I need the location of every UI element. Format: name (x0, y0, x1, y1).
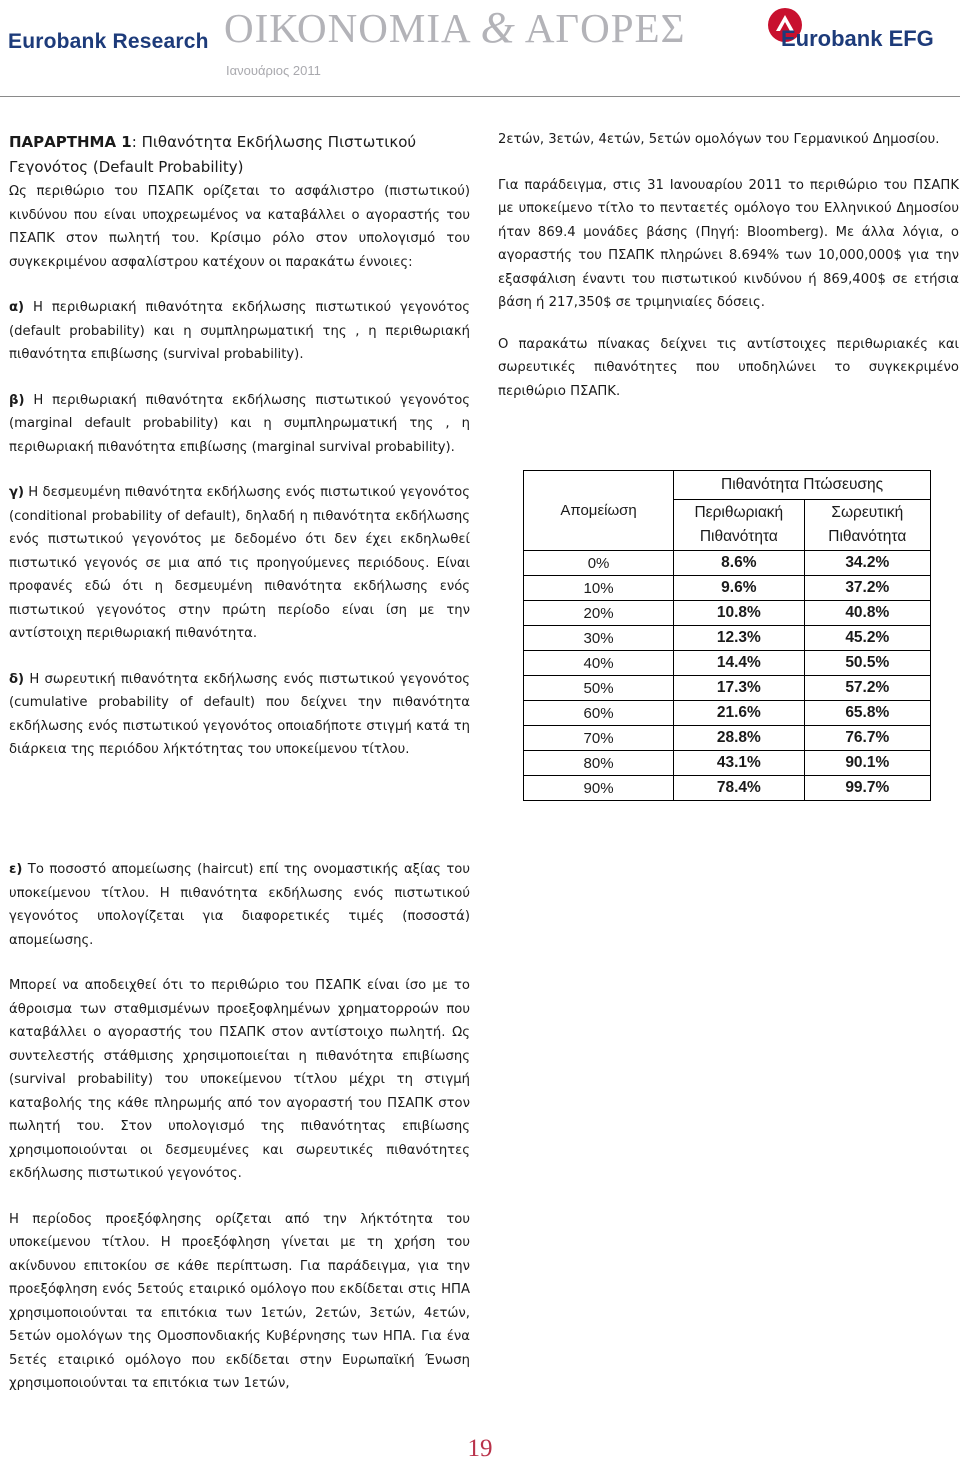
section-title-text: : Πιθανότητα Εκδήλωσης Πιστωτικού Γεγονότος (Default Probability) (9, 133, 417, 176)
item-b-label: β) (9, 392, 25, 408)
paragraph-table-intro: Ο παρακάτω πίνακας δείχνει τις αντίστοιχες περιθωριακές και σωρευτικές πιθανότητες που υποδηλώνει το συγκεκριμένο περιθώριο ΠΣΑΠΚ. (498, 336, 959, 399)
header-marginal-l2: Πιθανότητα (699, 528, 778, 545)
item-e-label: ε) (9, 862, 23, 877)
brand-eurobank-efg: Eurobank EFG (781, 26, 934, 51)
item-d (9, 668, 470, 762)
header-cumulative (804, 500, 930, 551)
table-row (524, 601, 931, 626)
table-row (524, 651, 931, 676)
masthead-part1: ΟΙΚΟΝΟΜΙΑ (224, 5, 481, 51)
cell-haircut: 20% (524, 601, 674, 626)
cell-haircut: 80% (524, 751, 674, 776)
cell-marginal: 78.4% (674, 776, 804, 801)
cell-marginal: 10.8% (674, 601, 804, 626)
cell-cumulative: 37.2% (804, 576, 930, 601)
header-cumulative-l1: Σωρευτική (831, 504, 904, 521)
header-group: Πιθανότητα Πτώσευσης (674, 471, 931, 500)
cell-haircut: 70% (524, 726, 674, 751)
item-e (9, 858, 470, 952)
cell-marginal: 17.3% (674, 676, 804, 701)
cell-cumulative: 65.8% (804, 701, 930, 726)
table-row (524, 576, 931, 601)
masthead-ampersand: & (480, 3, 516, 52)
cell-cumulative: 40.8% (804, 601, 930, 626)
paragraph-weighting: Μπορεί να αποδειχθεί ότι το περιθώριο του ΠΣΑΠΚ είναι ίσο με το άθροισμα των σταθμισμένων προεξοφλημένων χρηματορροών που καταβάλλει ο αγοραστής του ΠΣΑΠΚ στον αντίστοιχο πωλητή. Ως συντελεστής στάθμισης χρησιμοποιείται η πιθανότητα επιβίωσης (survival probability) του υποκείμενου τίτλου μέχρι τη στιγμή καταβολής της κάθε πληρωμής από τον αγοραστή του ΠΣΑΠΚ στον πωλητή του. Στον υπολογισμό της πιθανότητας επιβίωσης χρησιμοποιούνται οι δεσμευμένες και σωρευτικές πιθανότητες εκδήλωσης πιστωτικού γεγονότος. (9, 978, 470, 1181)
cell-marginal: 12.3% (674, 626, 804, 651)
item-d-text: Η σωρευτική πιθανότητα εκδήλωσης ενός πιστωτικού γεγονότος (cumulative probability of default) που δείχνει την πιθανότητα εκδήλωσης ενός πιστωτικού γεγονότος οποιαδήποτε στιγμή κατά τη διάρκεια της περιόδου λήκτότητας του υποκείμενου τίτλου. (9, 671, 470, 757)
cell-cumulative: 45.2% (804, 626, 930, 651)
table-row (524, 551, 931, 576)
cell-cumulative: 90.1% (804, 751, 930, 776)
cell-haircut: 0% (524, 551, 674, 576)
cell-marginal: 8.6% (674, 551, 804, 576)
page-header (0, 0, 960, 90)
table-row (524, 626, 931, 651)
cell-marginal: 9.6% (674, 576, 804, 601)
item-b-text: Η περιθωριακή πιθανότητα εκδήλωσης πιστωτικού γεγονότος (marginal default probability) και η συμπληρωματική της , η περιθωριακή πιθανότητα επιβίωσης (marginal survival probability). (9, 392, 470, 455)
cell-marginal: 43.1% (674, 751, 804, 776)
item-a-label: α) (9, 300, 25, 315)
paragraph-discounting: Η περίοδος προεξόφλησης ορίζεται από την λήκτότητα του υποκείμενου τίτλου. Η προεξόφληση γίνεται με τη χρήση του ακίνδυνου επιτοκίου σε κάθε περίπτωση. Για παράδειγμα, για την προεξόφληση ενός 5ετούς εταιρικό ομόλογο που εκδίδεται στις ΗΠΑ χρησιμοποιούνται τα επιτόκια των 1ετών, 2ετών, 3ετών, 4ετών, 5ετών ομολόγων της Ομοσπονδιακής Κυβέρνησης των ΗΠΑ. Για ένα 5ετές εταιρικό ομόλογο που εκδίδεται στην Ευρωπαϊκή Ένωση χρησιμοποιούνται τα επιτόκια των 1ετών, (9, 1211, 470, 1391)
header-divider (0, 96, 960, 97)
table-row (524, 676, 931, 701)
cell-haircut: 50% (524, 676, 674, 701)
table-row (524, 776, 931, 801)
header-marginal-l1: Περιθωριακή (694, 504, 784, 521)
page-number: 19 (467, 1435, 493, 1462)
item-c-label: γ) (9, 485, 25, 500)
masthead-part2: ΑΓΟΡΕΣ (515, 5, 686, 51)
table-row (524, 751, 931, 776)
issue-date: Ιανουάριος 2011 (226, 63, 321, 78)
cell-marginal: 21.6% (674, 701, 804, 726)
table-row (524, 726, 931, 751)
section-title-label: ΠΑΡΑΡΤΗΜΑ 1 (9, 133, 132, 151)
right-column (498, 128, 959, 403)
cell-haircut: 30% (524, 626, 674, 651)
item-d-label: δ) (9, 671, 25, 687)
item-c-text: Η δεσμευμένη πιθανότητα εκδήλωσης ενός πιστωτικού γεγονότος (conditional probability of default), δηλαδή η πιθανότητα εκδήλωσης ενός πιστωτικού γεγονότος με δεδομένο ότι δεν έχει εκδηλωθεί πιστωτικό γεγονός σε μια από τις προηγούμενες περιόδους. Είναι προφανές εδώ ότι η δεσμευμένη πιθανότητα εκδήλωσης ενός πιστωτικού γεγονότος στην πρώτη περίοδο είναι ίση με την αντίστοιχη περιθωριακή πιθανότητα. (9, 485, 470, 641)
cell-cumulative: 76.7% (804, 726, 930, 751)
left-column (9, 130, 470, 762)
cell-cumulative: 34.2% (804, 551, 930, 576)
publication-masthead (224, 3, 686, 52)
item-b (9, 389, 470, 460)
paragraph-example: Για παράδειγμα, στις 31 Ιανουαρίου 2011 το περιθώριο του ΠΣΑΠΚ με υποκείμενο τίτλο το πενταετές ομόλογο του Ελληνικού Δημοσίου ήταν 869.4 μονάδες βάσης (Πηγή: Bloomberg). Με άλλα λόγια, ο αγοραστής του ΠΣΑΠΚ πληρώνει 8.694% των 10,000,000$ για την εξασφάλιση έναντι του πιστωτικού κινδύνου ή 869,400$ σε ετήσια βάση ή 217,350$ σε τριμηνιαίες δόσεις. (498, 177, 959, 310)
left-column-lower (9, 858, 470, 1396)
table-row (524, 701, 931, 726)
cell-cumulative: 57.2% (804, 676, 930, 701)
header-marginal (674, 500, 804, 551)
default-probability-table (523, 470, 931, 801)
cell-haircut: 60% (524, 701, 674, 726)
section-title (9, 130, 470, 180)
cell-haircut: 40% (524, 651, 674, 676)
header-haircut: Απομείωση (524, 471, 674, 551)
brand-eurobank-research: Eurobank Research (8, 30, 209, 53)
cell-cumulative: 50.5% (804, 651, 930, 676)
cell-marginal: 28.8% (674, 726, 804, 751)
item-a (9, 296, 470, 367)
cell-cumulative: 99.7% (804, 776, 930, 801)
header-cumulative-l2: Πιθανότητα (828, 528, 907, 545)
item-a-text: Η περιθωριακή πιθανότητα εκδήλωσης πιστωτικού γεγονότος (default probability) και η συμπληρωματική της , η περιθωριακή πιθανότητα επιβίωσης (survival probability). (9, 300, 470, 362)
cell-marginal: 14.4% (674, 651, 804, 676)
cell-haircut: 90% (524, 776, 674, 801)
paragraph-continuation: 2ετών, 3ετών, 4ετών, 5ετών ομολόγων του Γερμανικού Δημοσίου. (498, 132, 940, 147)
item-c (9, 481, 470, 646)
intro-paragraph: Ως περιθώριο του ΠΣΑΠΚ ορίζεται το ασφάλιστρο (πιστωτικού) κινδύνου που είναι υποχρεωμένος να καταβάλλει ο αγοραστής του ΠΣΑΠΚ στον πωλητή του. Κρίσιμο ρόλο στον υπολογισμό του συγκεκριμένου ασφαλίστρου κατέχουν οι παρακάτω έννοιες: (9, 184, 470, 270)
item-e-text: Το ποσοστό απομείωσης (haircut) επί της ονομαστικής αξίας του υποκείμενου τίτλου. Η πιθανότητα εκδήλωσης ενός πιστωτικού γεγονότος υπολογίζεται για διαφορετικές τιμές (ποσοστά) απομείωσης. (9, 862, 470, 948)
cell-haircut: 10% (524, 576, 674, 601)
